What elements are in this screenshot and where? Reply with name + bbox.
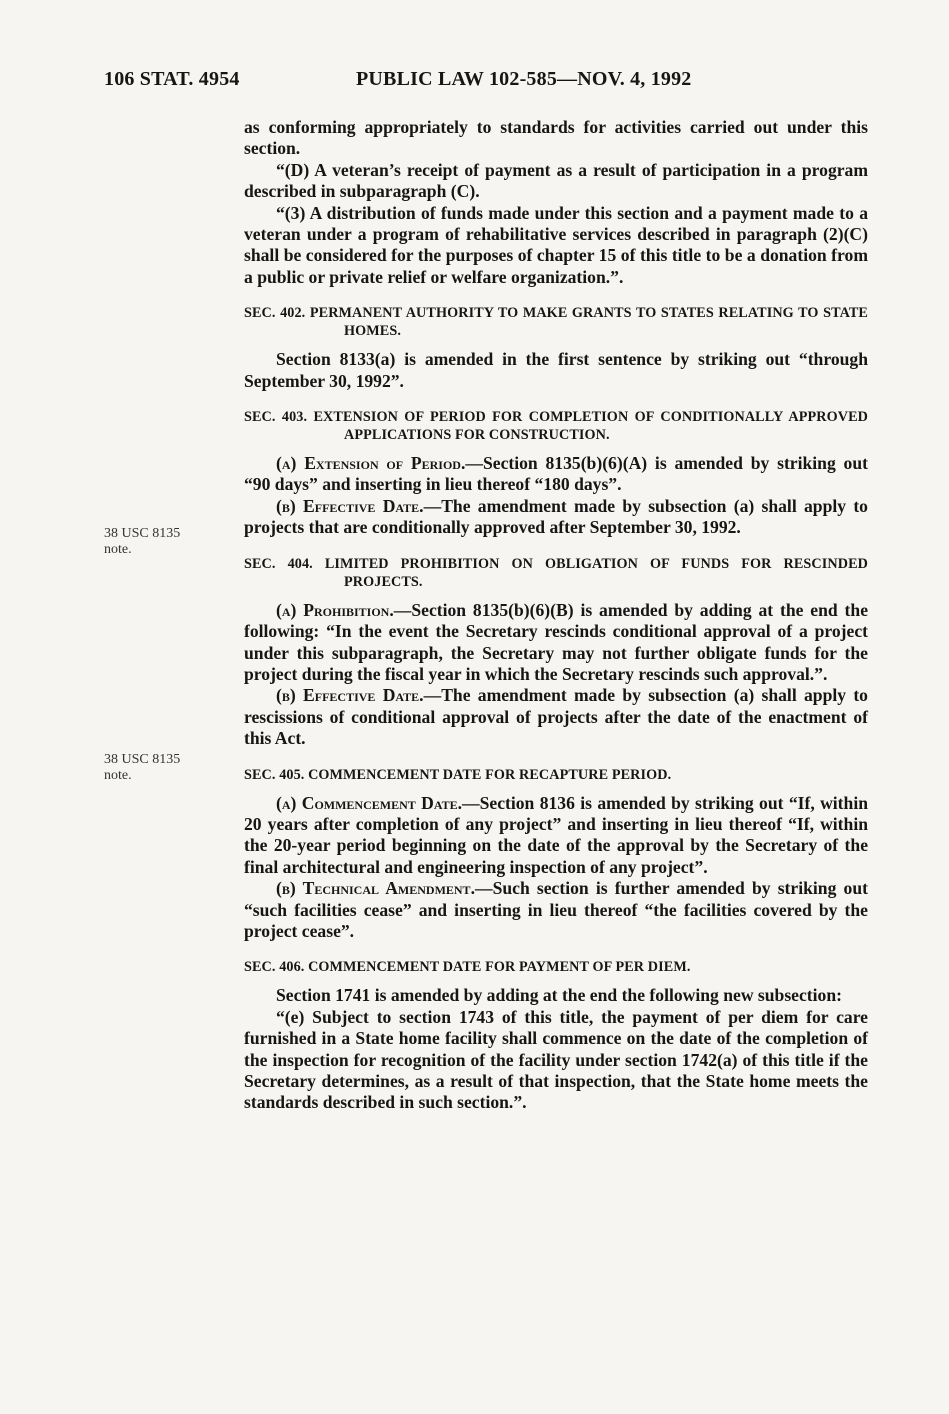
subsection-label: (a) Prohibition. [276, 599, 394, 620]
subsection-text: —The amendment made by subsection (a) shall apply to projects that are conditionally approved after September 30, 1992. [244, 495, 868, 538]
subsection-label: (a) Commencement Date. [276, 792, 463, 813]
subsection-text: —Section 8135(b)(6)(A) is amended by striking out “90 days” and inserting in lieu thereof “180 days”. [244, 453, 868, 495]
margin-note-suffix: note. [104, 768, 132, 783]
section-404-subsection-a [244, 600, 868, 686]
section-403-subsection-b [244, 496, 868, 539]
subsection-text: —Section 8135(b)(6)(B) is amended by adding at the end the following: “In the event the Secretary rescinds conditional approval of a project under this subparagraph, the Secretary may not further obligate funds for the project during the fiscal year in which the Secretary rescinds such approval.”. [244, 599, 868, 684]
section-405-subsection-b [244, 878, 868, 942]
margin-note-1 [104, 526, 180, 558]
subsection-label: (a) Extension of Period. [276, 453, 466, 474]
subsection-label: (b) Technical Amendment. [276, 878, 475, 899]
paragraph-continuation: as conforming appropriately to standards for activities carried out under this section. [244, 117, 868, 159]
section-403-heading: SEC. 403. EXTENSION OF PERIOD FOR COMPLETION OF CONDITIONALLY APPROVED APPLICATIONS FOR CONSTRUCTION. [244, 409, 868, 444]
paragraph-subparagraph-d: “(D) A veteran’s receipt of payment as a result of participation in a program described in subparagraph (C). [244, 159, 868, 202]
subsection-text: —Section 8136 is amended by striking out “If, within 20 years after completion of any project” and inserting in lieu thereof “If, within the 20-year period beginning on the date of the approval by the Secretary of the final architectural and engineering inspection of any project”. [244, 792, 868, 877]
subsection-text: —Such section is further amended by striking out “such facilities cease” and inserting in lieu thereof “the facilities covered by the project cease”. [244, 878, 868, 941]
section-402-text: Section 8133(a) is amended in the first sentence by striking out “through September 30, 1992”. [244, 349, 868, 391]
subsection-label: (b) Effective Date. [276, 685, 424, 706]
section-403-subsection-a [244, 453, 868, 496]
subsection-label: (b) Effective Date. [276, 495, 424, 516]
page-header [104, 68, 850, 98]
margin-note-2 [104, 752, 180, 784]
stat-page-number: 106 STAT. 4954 [104, 68, 240, 90]
margin-note-citation: 38 USC 8135 [104, 526, 181, 541]
document-body [244, 117, 868, 1114]
section-402-heading: SEC. 402. PERMANENT AUTHORITY TO MAKE GRANTS TO STATES RELATING TO STATE HOMES. [244, 305, 868, 340]
section-406-subsection-e: “(e) Subject to section 1743 of this title, the payment of per diem for care furnished in a State home facility shall commence on the date of the completion of the inspection for recognition of the facility under section 1742(a) of this title if the Secretary determines, as a result of that inspection, that the State home meets the standards described in such section.”. [244, 1006, 868, 1113]
paragraph-3: “(3) A distribution of funds made under this section and a payment made to a veteran under a program of rehabilitative services described in paragraph (2)(C) shall be considered for the purposes of chapter 15 of this title to be a donation from a public or private relief or welfare organization.”. [244, 202, 868, 287]
subsection-text: —The amendment made by subsection (a) shall apply to rescissions of conditional approval of projects after the date of the enactment of this Act. [244, 685, 868, 749]
section-405-subsection-a [244, 793, 868, 879]
section-404-subsection-b [244, 685, 868, 749]
section-406-heading: SEC. 406. COMMENCEMENT DATE FOR PAYMENT OF PER DIEM. [244, 959, 691, 976]
margin-note-citation: 38 USC 8135 [104, 752, 181, 767]
section-406-text: Section 1741 is amended by adding at the end the following new subsection: [276, 985, 842, 1006]
section-404-heading: SEC. 404. LIMITED PROHIBITION ON OBLIGATION OF FUNDS FOR RESCINDED PROJECTS. [244, 555, 868, 590]
margin-note-suffix: note. [104, 542, 132, 557]
public-law-citation: PUBLIC LAW 102-585—NOV. 4, 1992 [356, 68, 692, 90]
section-405-heading: SEC. 405. COMMENCEMENT DATE FOR RECAPTURE PERIOD. [244, 766, 672, 783]
